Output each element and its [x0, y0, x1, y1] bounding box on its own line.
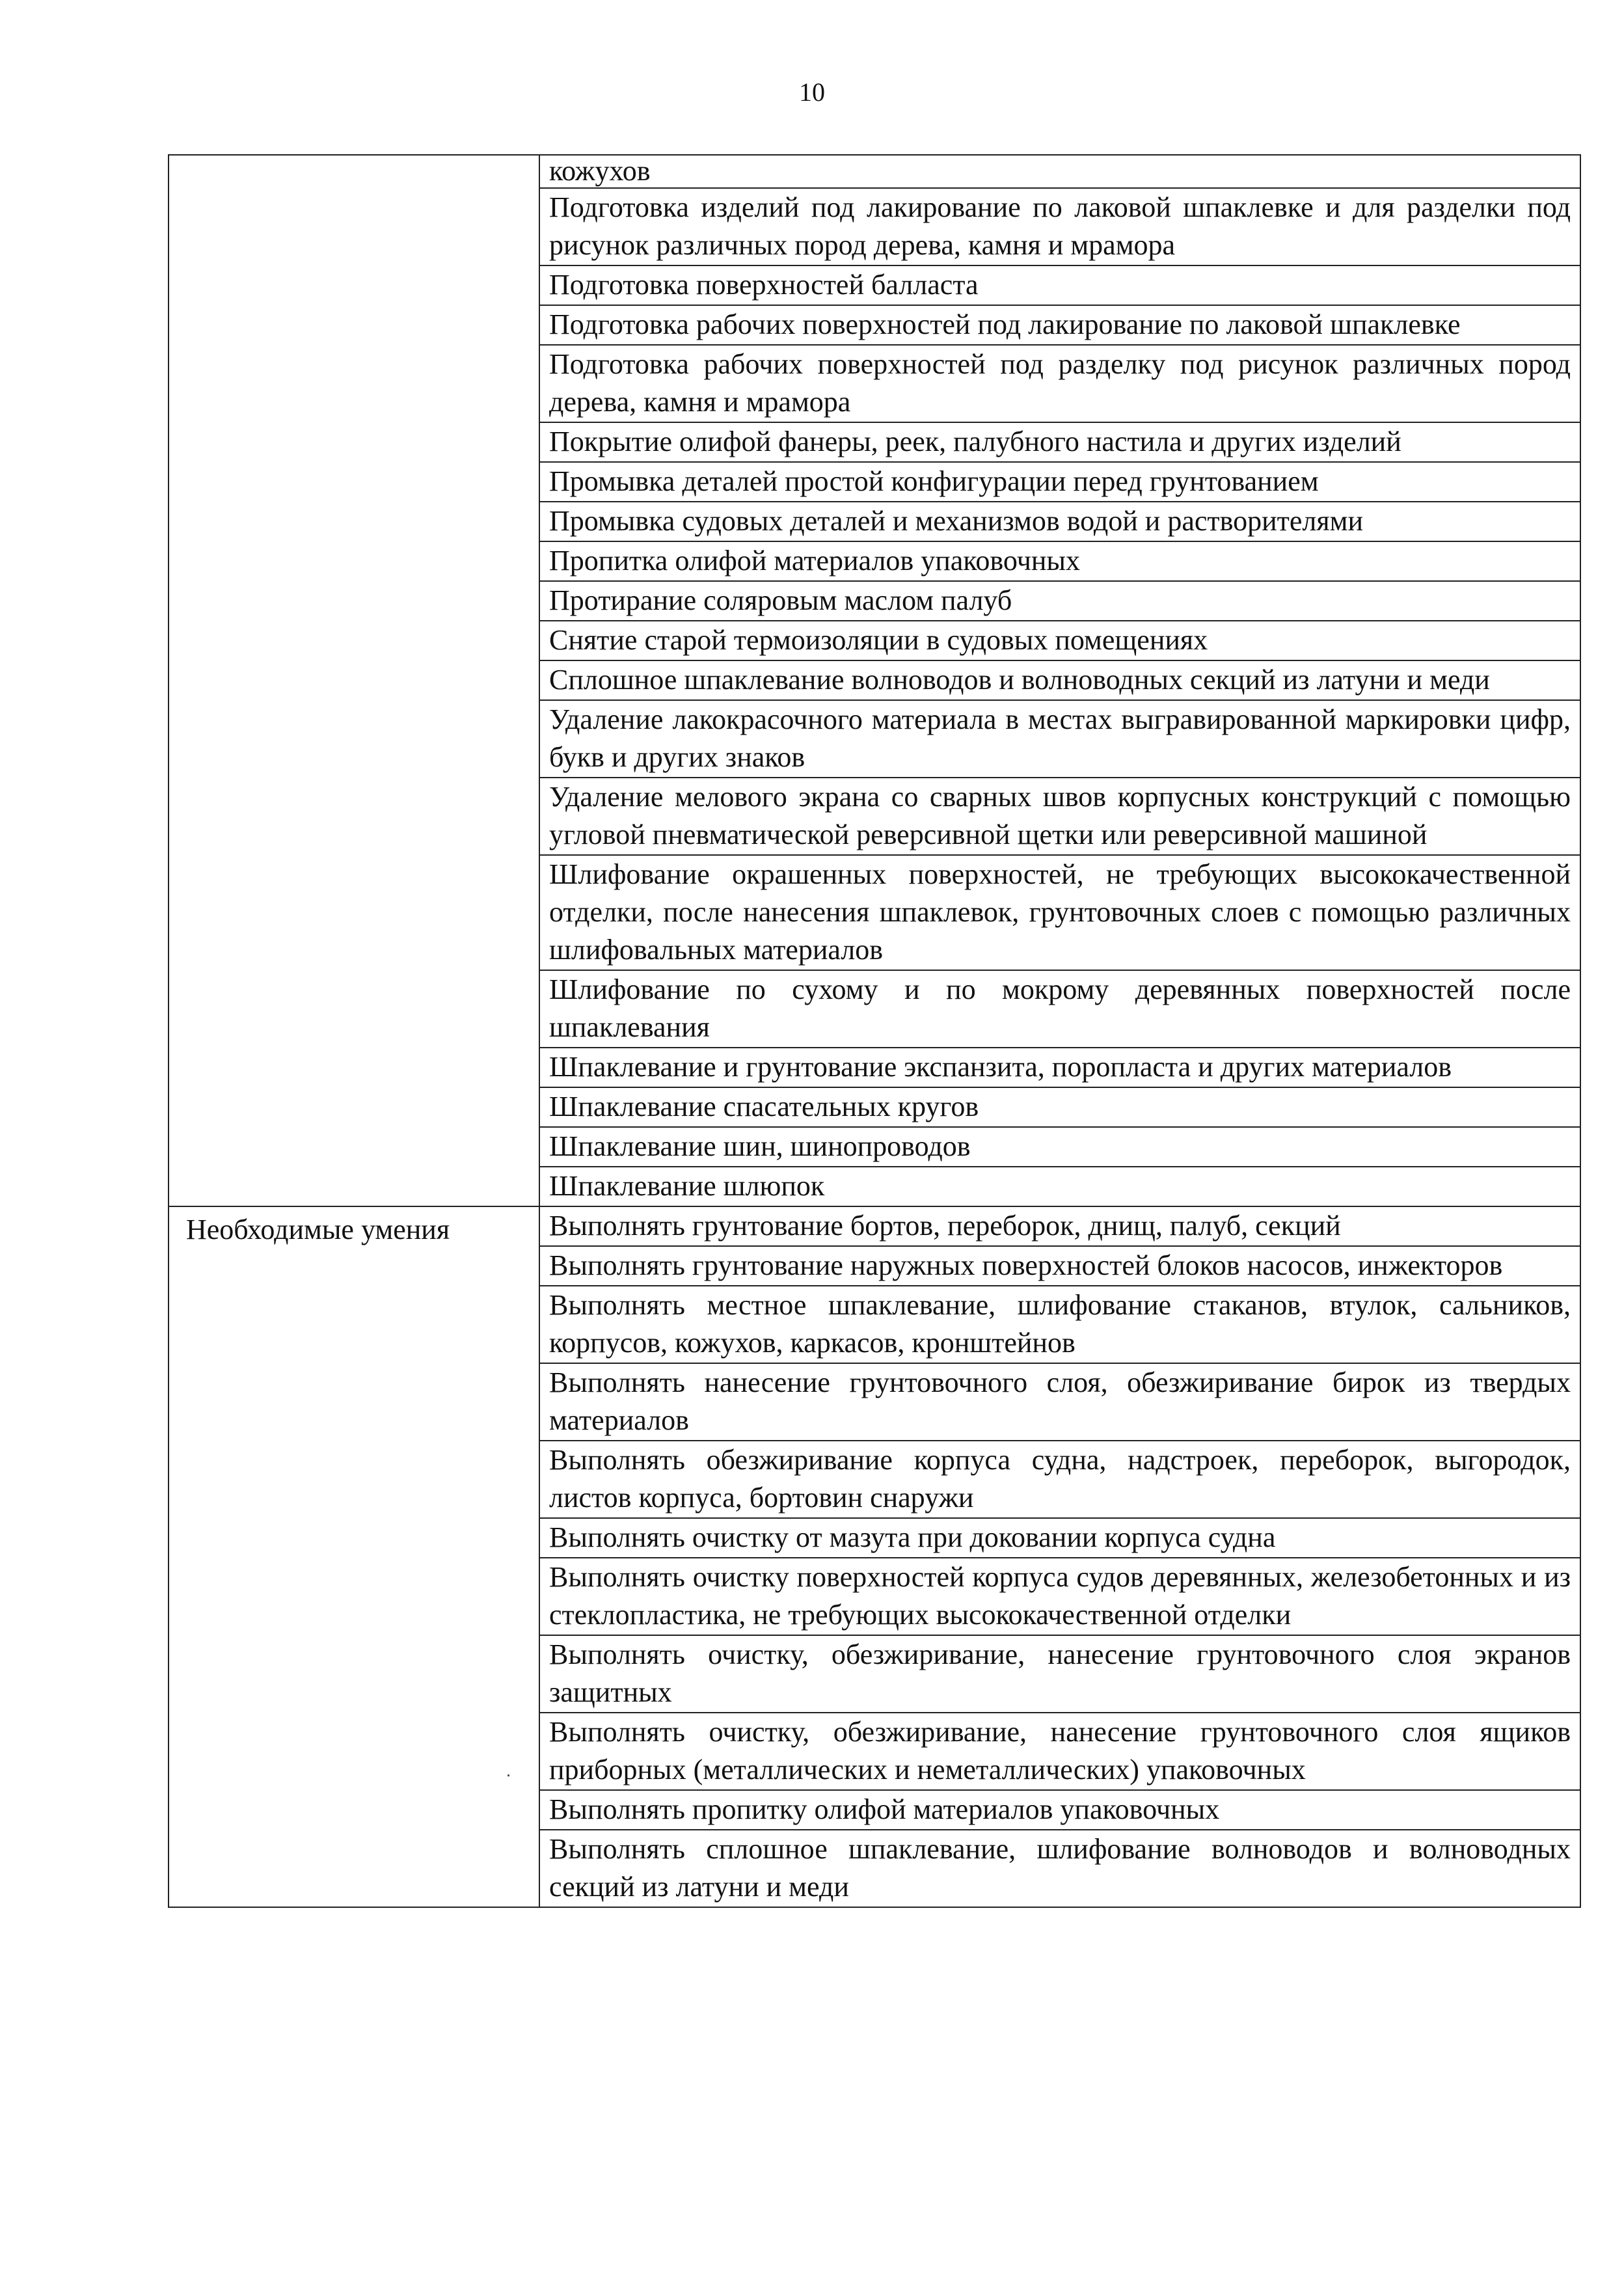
table-cell-item: Шлифование окрашенных поверхностей, не требующих высококачественной отделки, после нанесения шпаклевок, грунтовочных слоев с помощью различных шлифовальных материалов — [539, 855, 1580, 970]
section-label: Необходимые умения — [169, 1206, 539, 1907]
table-cell-item: Промывка деталей простой конфигурации перед грунтованием — [539, 462, 1580, 502]
table-cell-item: Выполнять обезжиривание корпуса судна, надстроек, переборок, выгородок, листов корпуса, бортовин снаружи — [539, 1441, 1580, 1518]
table-row — [169, 1206, 1580, 1246]
requirements-table — [168, 154, 1581, 1908]
table-cell-item: Шпаклевание шин, шинопроводов — [539, 1127, 1580, 1167]
table-cell-item: Сплошное шпаклевание волноводов и волноводных секций из латуни и меди — [539, 660, 1580, 700]
table-cell-item: Выполнять очистку поверхностей корпуса судов деревянных, железобетонных и из стеклопластика, не требующих высококачественной отделки — [539, 1558, 1580, 1635]
table-row — [169, 155, 1580, 188]
table-cell-item: Выполнять местное шпаклевание, шлифование стаканов, втулок, сальников, корпусов, кожухов, каркасов, кронштейнов — [539, 1286, 1580, 1363]
table-cell-item: Шпаклевание спасательных кругов — [539, 1087, 1580, 1127]
table-cell-item: Удаление мелового экрана со сварных швов корпусных конструкций с помощью угловой пневматической реверсивной щетки или реверсивной машиной — [539, 778, 1580, 855]
section-label-empty — [169, 155, 539, 1206]
table-body — [169, 155, 1580, 1907]
table-cell-item: Пропитка олифой материалов упаковочных — [539, 541, 1580, 581]
table-cell-item: Выполнять очистку, обезжиривание, нанесение грунтовочного слоя ящиков приборных (металлических и неметаллических) упаковочных — [539, 1713, 1580, 1790]
table-cell-item: Подготовка рабочих поверхностей под разделку под рисунок различных пород дерева, камня и мрамора — [539, 345, 1580, 422]
table-cell-item: Выполнять пропитку олифой материалов упаковочных — [539, 1790, 1580, 1830]
page-number: 10 — [799, 77, 825, 107]
table-cell-item: Удаление лакокрасочного материала в местах выгравированной маркировки цифр, букв и других знаков — [539, 700, 1580, 778]
table-cell-item: Покрытие олифой фанеры, реек, палубного настила и других изделий — [539, 422, 1580, 462]
table-cell-item: Промывка судовых деталей и механизмов водой и растворителями — [539, 502, 1580, 541]
table-cell-item: Снятие старой термоизоляции в судовых помещениях — [539, 621, 1580, 660]
table-cell-item: Выполнять нанесение грунтовочного слоя, обезжиривание бирок из твердых материалов — [539, 1363, 1580, 1441]
table-cell-item: Подготовка рабочих поверхностей под лакирование по лаковой шпаклевке — [539, 305, 1580, 345]
scan-speck — [508, 1774, 509, 1776]
table-cell-item: кожухов — [539, 155, 1580, 188]
table-cell-item: Подготовка изделий под лакирование по лаковой шпаклевке и для разделки под рисунок различных пород дерева, камня и мрамора — [539, 188, 1580, 265]
table-cell-item: Выполнять очистку, обезжиривание, нанесение грунтовочного слоя экранов защитных — [539, 1635, 1580, 1713]
table-cell-item: Шлифование по сухому и по мокрому деревянных поверхностей после шпаклевания — [539, 970, 1580, 1048]
table-cell-item: Шпаклевание шлюпок — [539, 1167, 1580, 1206]
table-cell-item: Шпаклевание и грунтование экспанзита, поропласта и других материалов — [539, 1048, 1580, 1087]
table-cell-item: Протирание соляровым маслом палуб — [539, 581, 1580, 621]
table-cell-item: Подготовка поверхностей балласта — [539, 265, 1580, 305]
table-cell-item: Выполнять грунтование бортов, переборок, днищ, палуб, секций — [539, 1206, 1580, 1246]
table-cell-item: Выполнять грунтование наружных поверхностей блоков насосов, инжекторов — [539, 1246, 1580, 1286]
table-cell-item: Выполнять очистку от мазута при доковании корпуса судна — [539, 1518, 1580, 1558]
table-cell-item: Выполнять сплошное шпаклевание, шлифование волноводов и волноводных секций из латуни и меди — [539, 1830, 1580, 1907]
